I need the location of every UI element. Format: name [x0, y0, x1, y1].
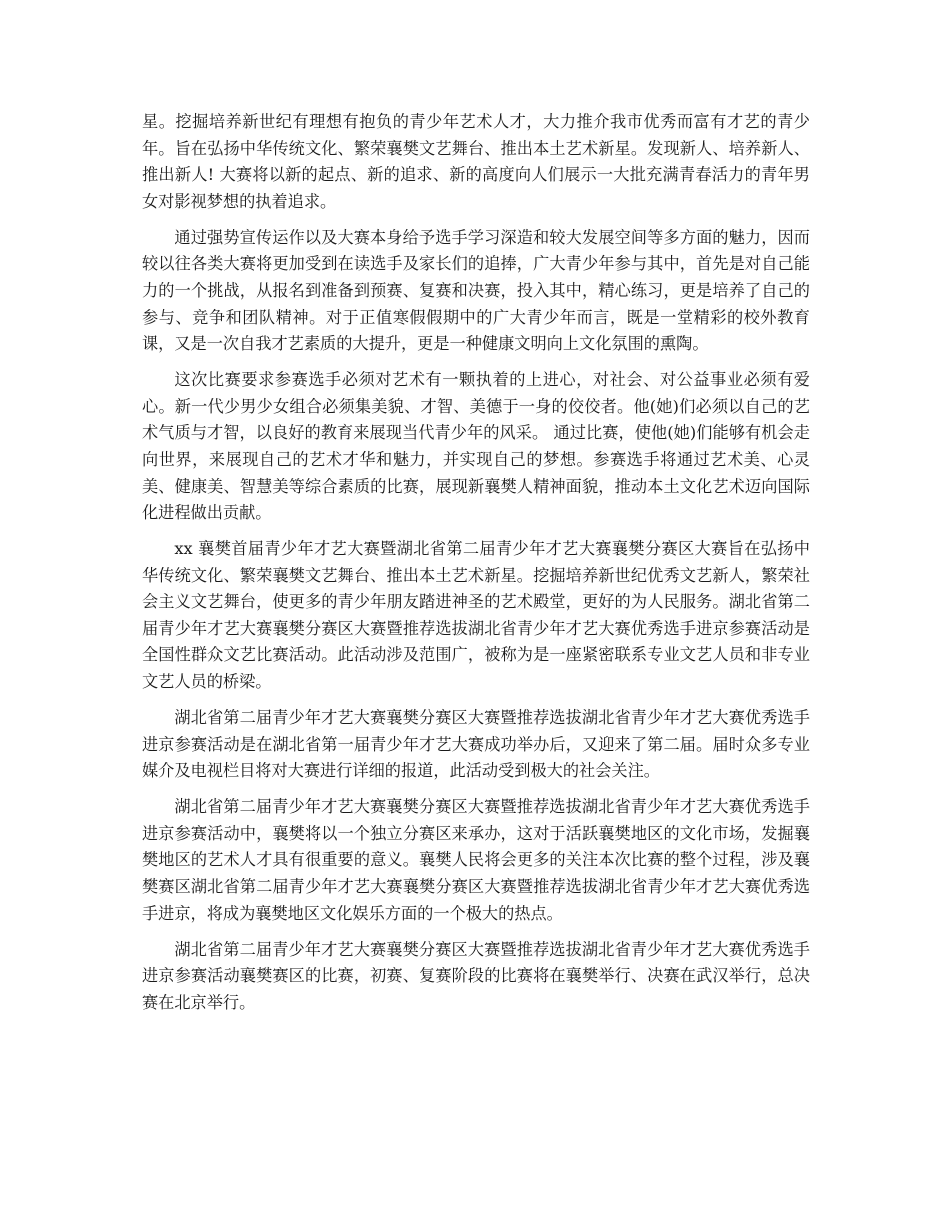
- paragraph-3: 这次比赛要求参赛选手必须对艺术有一颗执着的上进心，对社会、对公益事业必须有爱心。新一代少男少女组合必须集美貌、才智、美德于一身的佼佼者。他(她)们必须以自己的艺术气质与才智，以良好的教育来展现当代青少年的风采。 通过比赛，使他(她)们能够有机会走向世界，来展现自己的艺术才华和魅力，并实现自己的梦想。参赛选手将通过艺术美、心灵美、健康美、智慧美等综合素质的比赛，展现新襄樊人精神面貌，推动本土文化艺术迈向国际化进程做出贡献。: [142, 370, 810, 523]
- paragraph-2: 通过强势宣传运作以及大赛本身给予选手学习深造和较大发展空间等多方面的魅力，因而较以往各类大赛将更加受到在读选手及家长们的追捧，广大青少年参与其中，首先是对自己能力的一个挑战，从报名到准备到预赛、复赛和决赛，投入其中，精心练习，更是培养了自己的参与、竞争和团队精神。对于正值寒假假期中的广大青少年而言，既是一堂精彩的校外教育课，又是一次自我才艺素质的大提升，更是一种健康文明向上文化氛围的熏陶。: [142, 227, 810, 354]
- paragraph-7: 湖北省第二届青少年才艺大赛襄樊分赛区大赛暨推荐选拔湖北省青少年才艺大赛优秀选手进京参赛活动襄樊赛区的比赛，初赛、复赛阶段的比赛将在襄樊举行、决赛在武汉举行，总决赛在北京举行。: [142, 939, 810, 1012]
- paragraph-4: xx 襄樊首届青少年才艺大赛暨湖北省第二届青少年才艺大赛襄樊分赛区大赛旨在弘扬中华传统文化、繁荣襄樊文艺舞台、推出本土艺术新星。挖掘培养新世纪优秀文艺新人，繁荣社会主义文艺舞台，使更多的青少年朋友踏进神圣的艺术殿堂，更好的为人民服务。湖北省第二届青少年才艺大赛襄樊分赛区大赛暨推荐选拔湖北省青少年才艺大赛优秀选手进京参赛活动是全国性群众文艺比赛活动。此活动涉及范围广，被称为是一座紧密联系专业文艺人员和非专业文艺人员的桥梁。: [142, 539, 810, 692]
- document-body: [142, 109, 810, 1026]
- paragraph-1: 星。挖掘培养新世纪有理想有抱负的青少年艺术人才，大力推介我市优秀而富有才艺的青少年。旨在弘扬中华传统文化、繁荣襄樊文艺舞台、推出本土艺术新星。发现新人、培养新人、推出新人! 大赛将以新的起点、新的追求、新的高度向人们展示一大批充满青春活力的青年男女对影视梦想的执着追求。: [142, 112, 810, 211]
- paragraph-6: 湖北省第二届青少年才艺大赛襄樊分赛区大赛暨推荐选拔湖北省青少年才艺大赛优秀选手进京参赛活动中，襄樊将以一个独立分赛区来承办，这对于活跃襄樊地区的文化市场，发掘襄樊地区的艺术人才具有很重要的意义。襄樊人民将会更多的关注本次比赛的整个过程，涉及襄樊赛区湖北省第二届青少年才艺大赛襄樊分赛区大赛暨推荐选拔湖北省青少年才艺大赛优秀选手进京，将成为襄樊地区文化娱乐方面的一个极大的热点。: [142, 797, 810, 923]
- paragraph-5: 湖北省第二届青少年才艺大赛襄樊分赛区大赛暨推荐选拔湖北省青少年才艺大赛优秀选手进京参赛活动是在湖北省第一届青少年才艺大赛成功举办后，又迎来了第二届。届时众多专业媒介及电视栏目将对大赛进行详细的报道，此活动受到极大的社会关注。: [142, 708, 810, 781]
